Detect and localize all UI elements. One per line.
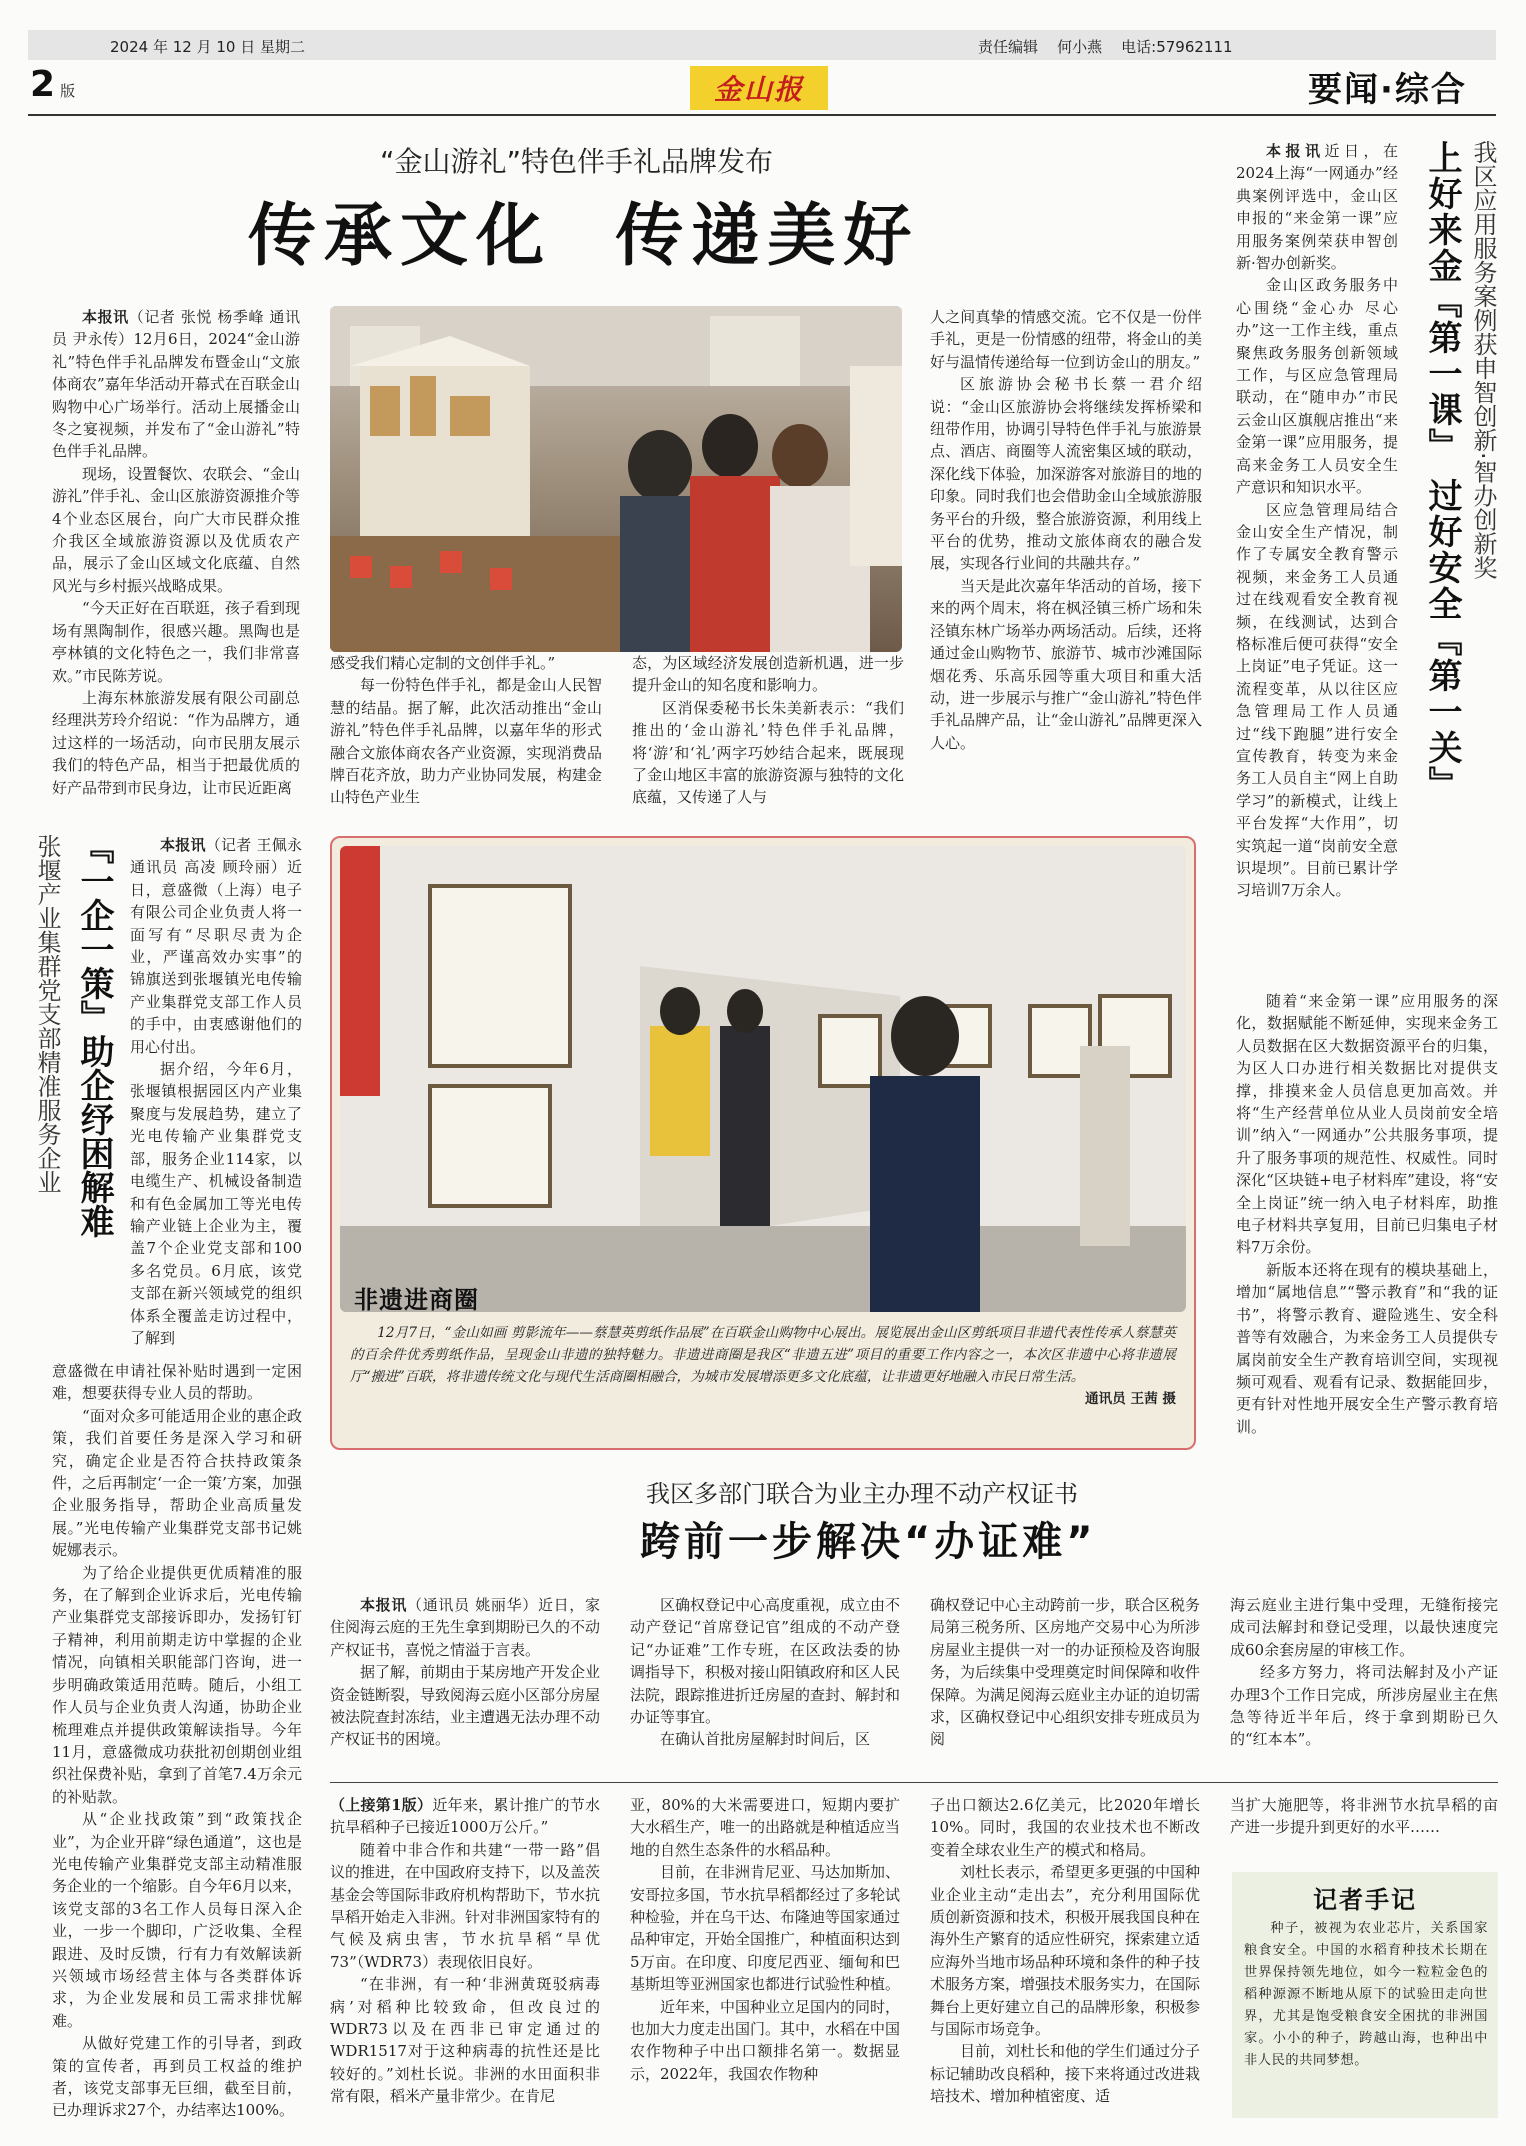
paragraph: 据介绍，今年6月，张堰镇根据园区内产业集聚度与发展趋势，建立了光电传输产业集群党支部，服务企业114家，以电缆生产、机械设备制造和有色金属加工等光电传输产业链上企业为主，覆盖7个企业党支部和100多名党员。6月底，该党支部在新兴领域党的组织体系全覆盖走访过程中，了解到 bbox=[130, 1060, 302, 1347]
market-photo bbox=[330, 306, 902, 652]
page-number bbox=[30, 64, 75, 105]
paragraph: 新版本还将在现有的模块基础上，增加“属地信息”“警示教育”和“我的证书”，将警示教育、避险逃生、安全科普等有效融合，为来金务工人员提供专属岗前安全生产教育培训空间，实现视频可观看、观看有记录、数据能回步，更有针对性地开展安全生产警示教育培训。 bbox=[1236, 1260, 1498, 1436]
paragraph: 每一份特色伴手礼，都是金山人民智慧的结晶。据了解，此次活动推出“金山游礼”特色伴手礼品牌，以嘉年华的形式融合文旅体商农各产业资源，实现消费品牌百花齐放，助力产业协同发展，构建金山特色产业生 bbox=[330, 676, 602, 807]
photo-credit: 通讯员 王茜 摄 bbox=[1084, 1391, 1176, 1407]
article2-byline-text bbox=[1236, 140, 1398, 902]
paragraph: 为了给企业提供更优质精准的服务，在了解到企业诉求后，光电传输产业集群党支部接诉即办，发扬钉钉子精神，利用前期走访中掌握的企业情况，向镇相关职能部门咨询，进一步明确政策适用范畴。随后，小组工作人员与企业负责人沟通，协助企业梳理难点并提供政策解读指导。今年11月，意盛微成功获批初创期创业组织社保费补贴，拿到了首笔7.4万余元的补贴款。 bbox=[52, 1563, 302, 1806]
paragraph: 子出口额达2.6亿美元，比2020年增长10%。同时，我国的农业技术也不断改变着全球农业生产的模式和格局。 bbox=[930, 1796, 1200, 1859]
article2-byline: 本报讯 bbox=[1266, 142, 1325, 160]
article3-vertical-kicker: 张堰产业集群党支部精准服务企业 bbox=[33, 834, 61, 1194]
paragraph: 当天是此次嘉年华活动的首场，接下来的两个周末，将在枫泾镇三桥广场和朱泾镇东林广场举办两场活动。后续，还将通过金山购物节、旅游节、城市沙滩国际烟花秀、乐高乐园等重大项目和重大活动，进一步展示与推广“金山游礼”特色伴手礼品牌产品，让“金山游礼”品牌更深入人心。 bbox=[930, 576, 1202, 752]
article1-kicker: “金山游礼”特色伴手礼品牌发布 bbox=[380, 145, 774, 178]
reporter-note-title: 记者手记 bbox=[1313, 1886, 1417, 1914]
article3-top bbox=[130, 834, 302, 1349]
article5-col1 bbox=[330, 1794, 600, 2108]
article1-col4 bbox=[930, 306, 1202, 754]
paragraph: 在确认首批房屋解封时间后，区 bbox=[660, 1730, 871, 1749]
section-divider bbox=[330, 1782, 1498, 1783]
article4-headline: 跨前一步解决“办证难” bbox=[640, 1519, 1097, 1565]
article3-bottom bbox=[52, 1360, 302, 2122]
photo-box-caption bbox=[350, 1322, 1176, 1410]
article4-col1 bbox=[330, 1594, 600, 1751]
paragraph: 近年来，累计推广的节水抗旱稻种子已接近1000万公斤。” bbox=[330, 1796, 600, 1837]
article5-col2 bbox=[630, 1794, 900, 2085]
paragraph: 从“企业找政策”到“政策找企业”，为企业开辟“绿色通道”，这也是光电传输产业集群党支部主动精准服务企业的一个缩影。自今年6月以来，该党支部的3名工作人员每日深入企业，一步一个脚印，广泛收集、全程跟进、及时反馈，行有力有效解读新兴领域市场经营主体与各类群体诉求，为企业发展和员工需求排忧解难。 bbox=[52, 1810, 302, 2030]
article4-col3 bbox=[930, 1594, 1200, 1751]
paragraph: 金山区政务服务中心围绕“金心办 尽心办”这一工作主线，重点聚焦政务服务创新领域工作，与区应急管理局联动，在“随申办”市民云金山区旗舰店推出“来金第一课”应用服务，提高来金务工人员安全生产意识和知识水平。 bbox=[1236, 276, 1398, 497]
article5-col3 bbox=[930, 1794, 1200, 2108]
paragraph: 当扩大施肥等，将非洲节水抗旱稻的亩产进一步提升到更好的水平…… bbox=[1230, 1796, 1498, 1837]
article2-vertical-title: 上好来金『第一课』 过好安全『第一关』 bbox=[1422, 140, 1462, 802]
article3-byline: 本报讯 bbox=[160, 836, 206, 854]
paragraph: 人之间真挚的情感交流。它不仅是一份伴手礼，更是一份情感的纽带，将金山的美好与温情传递给每一位到访金山的朋友。” bbox=[930, 308, 1202, 371]
masthead-logo bbox=[690, 66, 828, 110]
logo-text: 金山报 bbox=[713, 73, 804, 106]
article1-col2 bbox=[330, 652, 602, 809]
editor-info: 责任编辑 何小燕 电话:57962111 bbox=[978, 38, 1233, 56]
paragraph: （记者 张悦 杨季峰 通讯员 尹永传）12月6日，2024“金山游礼”特色伴手礼品牌发布暨金山“文旅体商农”嘉年华活动开幕式在百联金山购物中心广场举行。活动上展播金山冬之宴视频，并发布了“金山游礼”特色伴手礼品牌。 bbox=[52, 308, 300, 461]
page-number-suffix: 版 bbox=[60, 82, 76, 100]
exhibition-photo bbox=[340, 846, 1186, 1312]
paragraph: 区确权登记中心高度重视，成立由不动产登记“首席登记官”组成的不动产登记“办证难”工作专班，在区政法委的协调指导下，积极对接山阳镇政府和区人民法院，跟踪推进折迁房屋的查封、解封和办证等事宜。 bbox=[630, 1596, 901, 1727]
article4-col4 bbox=[1230, 1594, 1498, 1751]
paragraph: （记者 王佩永 通讯员 高凌 顾玲丽）近日，意盛微（上海）电子有限公司企业负责人将一面写有“尽职尽责为企业，严谨高效办实事”的锦旗送到张堰镇光电传输产业集群党支部工作人员的手中，由衷感谢他们的用心付出。 bbox=[130, 836, 302, 1056]
photo-caption-text: 12月7日，“金山如画 剪影流年——蔡慧英剪纸作品展”在百联金山购物中心展出。展览展出金山区剪纸项目非遗代表性传承人蔡慧英的百余件优秀剪纸作品，呈现金山非遗的独特魅力。非遗进商圈是我区“非遗五进”项目的重要工作内容之一，本次区非遗中心将非遗展厅“搬进”百联，将非遗传统文化与现代生活商圈相融合，为城市发展增添更多文化底蕴，让非遗更好地融入市民日常生活。 bbox=[350, 1325, 1176, 1385]
article1-byline: 本报讯 bbox=[82, 308, 129, 326]
article5-col4 bbox=[1230, 1794, 1498, 1839]
paragraph: 随着中非合作和共建“一带一路”倡议的推进，在中国政府支持下，以及盖茨基金会等国际非政府机构帮助下，节水抗旱稻开始走入非洲。针对非洲国家特有的气候及病虫害，节水抗旱稻“旱优73”（WDR73）表现依旧良好。 bbox=[330, 1840, 601, 1971]
paragraph: 区消保委秘书长朱美新表示：“我们推出的‘金山游礼’特色伴手礼品牌，将‘游’和‘礼’两字巧妙结合起来，既展现了金山地区丰富的旅游资源与独特的文化底蕴，又传递了人与 bbox=[632, 698, 904, 807]
section-title: 要闻·综合 bbox=[1308, 70, 1467, 110]
paragraph: 近年来，中国种业立足国内的同时，也加大力度走出国门。其中，水稻在中国农作物种子中出口额排名第一。数据显示，2022年，我国农作物种 bbox=[630, 1997, 901, 2083]
paragraph: 从做好党建工作的引导者，到政策的宣传者，再到员工权益的维护者，该党支部事无巨细，截至目前，已办理诉求27个，办结率达100%。 bbox=[52, 2034, 302, 2120]
paragraph: 刘杜长表示，希望更多更强的中国种业企业主动“走出去”，充分利用国际优质创新资源和技术，积极开展我国良种在海外生产繁育的适应性研究，探索建立适应海外当地市场品种环境和条件的种子技术服务方案，增强技术服务实力，在国际舞台上更好建立自己的品牌形象，积极参与国际市场竞争。 bbox=[930, 1863, 1201, 2039]
article4-col2 bbox=[630, 1594, 900, 1751]
paragraph: “今天正好在百联逛，孩子看到现场有黑陶制作，很感兴趣。黑陶也是亭林镇的文化特色之一，我们非常喜欢。”市民陈芳说。 bbox=[52, 599, 300, 685]
paragraph: 上海东林旅游发展有限公司副总经理洪芳玲介绍说：“作为品牌方，通过这样的一场活动，向市民朋友展示我们的特色产品，相当于把最优质的好产品带到市民身边，让市民近距离 bbox=[52, 688, 300, 797]
article1-col1 bbox=[52, 306, 300, 799]
paragraph: 意盛微在申请社保补贴时遇到一定困难，想要获得专业人员的帮助。 bbox=[52, 1362, 302, 1403]
paragraph: 目前，刘杜长和他的学生们通过分子标记辅助改良稻种，接下来将通过改进栽培技术、增加种植密度、适 bbox=[930, 2042, 1201, 2106]
article4-kicker: 我区多部门联合为业主办理不动产权证书 bbox=[646, 1480, 1078, 1508]
paragraph: “面对众多可能适用企业的惠企政策，我们首要任务是深入学习和研究，确定企业是否符合扶持政策条件，之后再制定‘一企一策’方案，加强企业服务指导，帮助企业高质量发展。”光电传输产业集群党支部书记姚妮娜表示。 bbox=[52, 1406, 302, 1560]
article5-lead: （上接第1版） bbox=[330, 1796, 433, 1814]
article2-vertical-kicker: 我区应用服务案例获申智创新·智办创新奖 bbox=[1469, 140, 1497, 580]
paragraph: 区应急管理局结合金山安全生产情况，制作了专属安全教育警示视频，来金务工人员通过在线观看安全教育视频，在线测试，达到合格标准后便可获得“安全上岗证”电子凭证。这一流程变革，从以往区应急管理局工作人员通过“线下跑腿”进行安全宣传教育，转变为来金务工人员自主“网上自助学习”的新模式，让线上平台发挥“大作用”，切实筑起一道“岗前安全意识堤坝”。目前已累计学习培训7万余人。 bbox=[1236, 500, 1398, 900]
market-photo-illustration bbox=[330, 306, 902, 652]
article4-byline: 本报讯 bbox=[360, 1596, 408, 1614]
exhibition-photo-illustration bbox=[340, 846, 1186, 1312]
paragraph: 经多方努力，将司法解封及小产证办理3个工作日完成，所涉房屋业主在焦急等待近半年后，终于拿到期盼已久的“红本本”。 bbox=[1230, 1663, 1498, 1749]
paragraph: 感受我们精心定制的文创伴手礼。” bbox=[330, 654, 556, 672]
paragraph: 目前，在非洲肯尼亚、马达加斯加、安哥拉多国，节水抗旱稻都经过了多轮试种检验，并在乌干达、布隆迪等国家通过品种审定，开始全国推广，种植面积达到5万亩。在印度、印度尼西亚、缅甸和巴基斯坦等亚洲国家也都进行试验性种植。 bbox=[630, 1863, 901, 1994]
paragraph: 随着“来金第一课”应用服务的深化，数据赋能不断延伸，实现来金务工人员数据在区大数据资源平台的归集，为区人口办进行相关数据比对提供支撑，排摸来金人员信息更加高效。并将“生产经营单位从业人员岗前安全培训”纳入“一网通办”公共服务事项，提升了服务事项的规范性、权威性。同时深化“区块链+电子材料库”建设，将“安全上岗证”统一纳入电子材料库，助推电子材料共享复用，目前已归集电子材料7万余份。 bbox=[1236, 992, 1498, 1257]
paragraph: 现场，设置餐饮、农联会、“金山游礼”伴手礼、金山区旅游资源推介等4个业态区展台，向广大市民群众推介我区全域旅游资源以及优质农产品，展示了金山区域文化底蕴、自然风光与乡村振兴战略成果。 bbox=[52, 464, 300, 595]
paragraph: “在非洲，有一种‘非洲黄斑驳病毒病’对稻种比较致命，但改良过的WDR73以及在西非已审定通过的WDR1517对于这种病毒的抗性还是比较好的。”刘杜长说。非洲的水田面积非常有限，稻米产量非常少。在肯尼 bbox=[330, 1975, 600, 2106]
article2-col-lower bbox=[1236, 990, 1498, 1438]
article1-headline: 传承文化 传递美好 bbox=[248, 197, 920, 276]
paragraph: 海云庭业主进行集中受理，无缝衔接完成司法解封和登记受理，以最快速度完成60余套房屋的审核工作。 bbox=[1230, 1596, 1498, 1659]
paragraph: 据了解，前期由于某房地产开发企业资金链断裂，导致阅海云庭小区部分房屋被法院查封冻结，业主遭遇无法办理不动产权证书的困境。 bbox=[330, 1663, 601, 1749]
paragraph: 态，为区域经济发展创造新机遇，进一步提升金山的知名度和影响力。 bbox=[632, 654, 904, 695]
article3-vertical-title: 『一企一策』助企纾困解难 bbox=[74, 830, 114, 1238]
paragraph: 区旅游协会秘书长蔡一君介绍说：“金山区旅游协会将继续发挥桥梁和纽带作用，协调引导特色伴手礼与旅游景点、酒店、商圈等人流密集区域的联动，深化线下体验，加深游客对旅游目的地的印象。同时我们也会借助金山全域旅游服务平台的升级，整合旅游资源，利用线上平台的优势，推动文旅体商农的融合发展，实现各行业间的共融共存。” bbox=[930, 375, 1202, 573]
paragraph: 确权登记中心主动跨前一步，联合区税务局第三税务所、区房地产交易中心为所涉房屋业主提供一对一的办证预检及咨询服务，为后续集中受理奠定时间保障和收件保障。为满足阅海云庭业主办证的迫切需求，区确权登记中心组织安排专班成员为阅 bbox=[930, 1596, 1201, 1749]
paragraph: 亚，80%的大米需要进口，短期内要扩大水稻生产，唯一的出路就是种植适应当地的自然生态条件的水稻品种。 bbox=[630, 1796, 901, 1859]
header-rule bbox=[28, 114, 1496, 116]
paragraph: （通讯员 姚丽华）近日，家住阅海云庭的王先生拿到期盼已久的不动产权证书，喜悦之情溢于言表。 bbox=[330, 1596, 601, 1659]
photo-box-label: 非遗进商圈 bbox=[354, 1286, 479, 1314]
paragraph: 近日，在2024上海“一网通办”经典案例评选中，金山区申报的“来金第一课”应用服务案例荣获申智创新·智办创新奖。 bbox=[1236, 142, 1398, 273]
article1-col3 bbox=[632, 652, 904, 809]
page-number-digit: 2 bbox=[30, 64, 56, 105]
issue-date: 2024 年 12 月 10 日 星期二 bbox=[110, 38, 305, 56]
reporter-note-body: 种子，被视为农业芯片，关系国家粮食安全。中国的水稻育种技术长期在世界保持领先地位，如今一粒粒金色的稻种源源不断地从原下的试验田走向世界，尤其是饱受粮食安全困扰的非洲国家。小小的种子，跨越山海，也种出中非人民的共同梦想。 bbox=[1244, 1921, 1488, 2068]
